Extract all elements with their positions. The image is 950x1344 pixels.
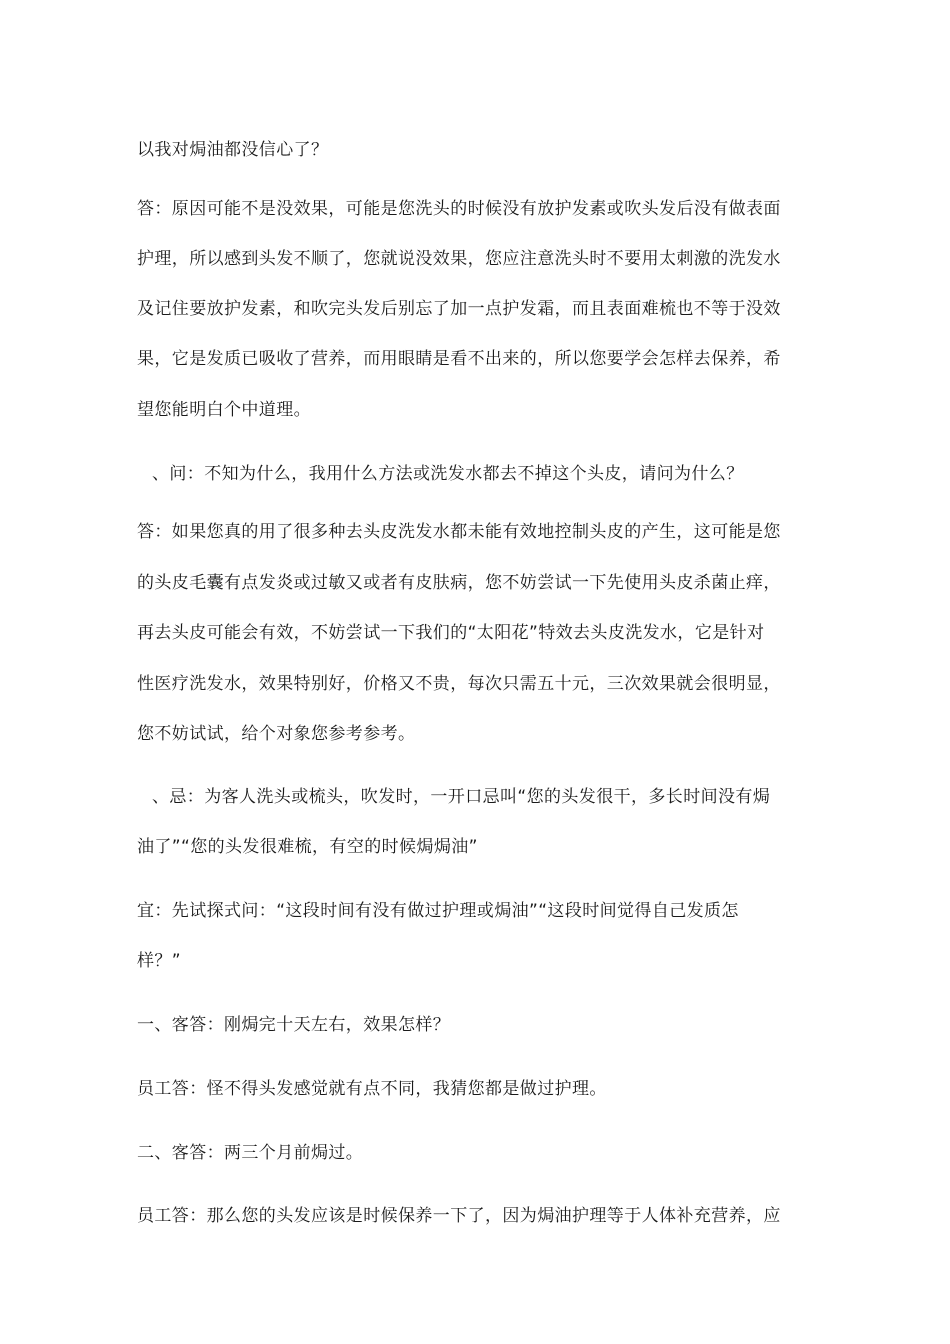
text-line-5: 果，它是发质已吸收了营养，而用眼睛是看不出来的，所以您要学会怎样去保养，希 xyxy=(137,349,781,369)
text-line-4: 及记住要放护发素，和吹完头发后别忘了加一点护发霜，而且表面难梳也不等于没效 xyxy=(137,299,781,319)
text-line-19: 二、客答：两三个月前焗过。 xyxy=(137,1143,364,1163)
text-line-9: 的头皮毛囊有点发炎或过敏又或者有皮肤病，您不妨尝试一下先使用头皮杀菌止痒， xyxy=(137,573,781,593)
text-line-15: 宜：先试探式问：“这段时间有没有做过护理或焗油”“这段时间觉得自己发质怎 xyxy=(137,901,739,921)
text-line-8: 答：如果您真的用了很多种去头皮洗发水都未能有效地控制头皮的产生，这可能是您 xyxy=(137,522,781,542)
text-line-17: 一、客答：刚焗完十天左右，效果怎样？ xyxy=(137,1015,451,1035)
text-line-14: 油了”“您的头发很难梳，有空的时候焗焗油” xyxy=(137,837,478,857)
text-line-10: 再去头皮可能会有效，不妨尝试一下我们的“太阳花”特效去头皮洗发水，它是针对 xyxy=(137,623,765,643)
text-line-11: 性医疗洗发水，效果特别好，价格又不贵，每次只需五十元，三次效果就会很明显， xyxy=(137,674,781,694)
text-line-6: 望您能明白个中道理。 xyxy=(137,400,311,420)
text-line-18: 员工答：怪不得头发感觉就有点不同，我猜您都是做过护理。 xyxy=(137,1079,607,1099)
text-line-16: 样？” xyxy=(137,951,182,971)
text-line-1: 以我对焗油都没信心了？ xyxy=(137,140,329,160)
text-line-7: 、问：不知为什么，我用什么方法或洗发水都去不掉这个头皮，请问为什么？ xyxy=(152,464,744,484)
text-line-12: 您不妨试试，给个对象您参考参考。 xyxy=(137,724,416,744)
text-line-2: 答：原因可能不是没效果，可能是您洗头的时候没有放护发素或吹头发后没有做表面 xyxy=(137,199,781,219)
text-line-3: 护理，所以感到头发不顺了，您就说没效果，您应注意洗头时不要用太刺激的洗发水 xyxy=(137,249,781,269)
text-line-13: 、忌：为客人洗头或梳头，吹发时，一开口忌叫“您的头发很干，多长时间没有焗 xyxy=(152,787,771,807)
text-line-20: 员工答：那么您的头发应该是时候保养一下了，因为焗油护理等于人体补充营养，应 xyxy=(137,1206,781,1226)
